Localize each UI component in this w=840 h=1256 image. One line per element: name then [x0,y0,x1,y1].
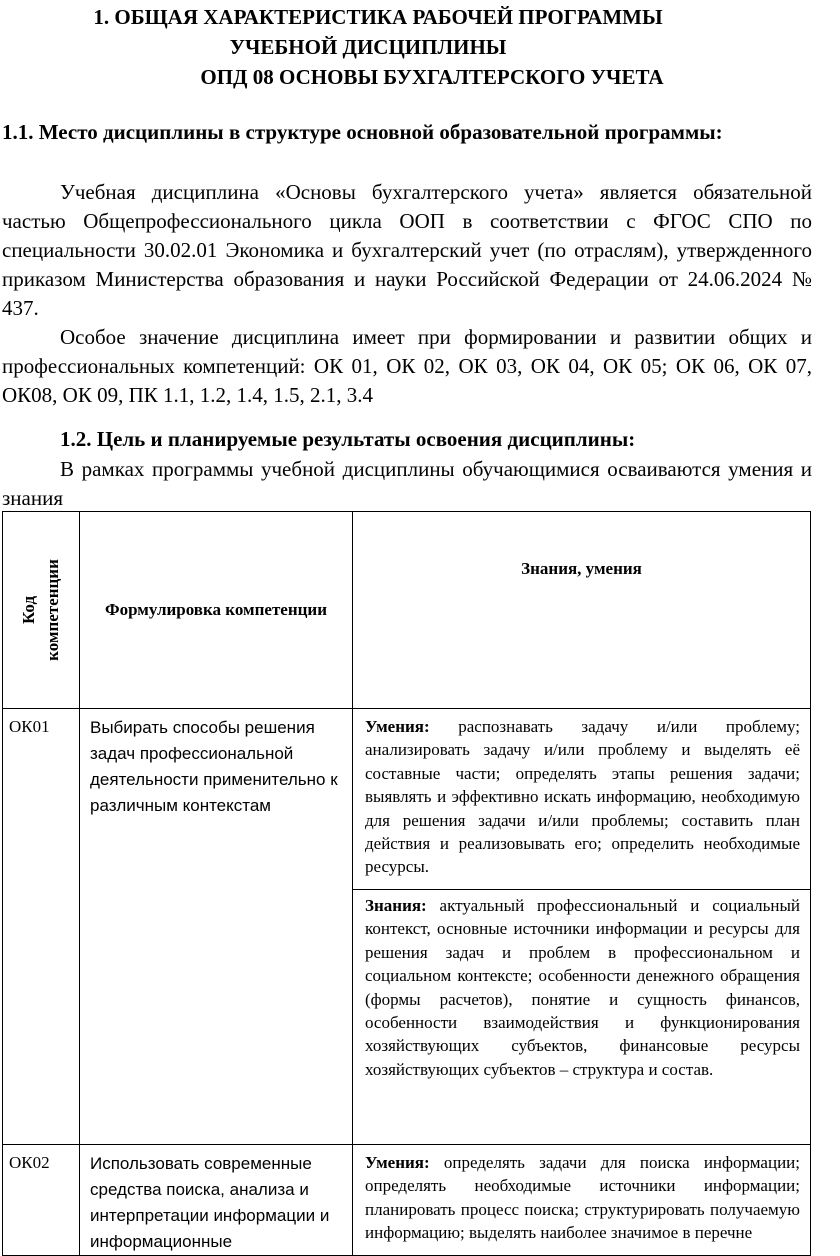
table-header-row [3,512,811,709]
header-formulation: Формулировка компетенции [80,512,353,709]
row-skills [353,709,811,890]
section-2-heading: 1.2. Цель и планируемые результаты освоения дисциплины: [60,427,636,451]
skills-label: Умения: [365,1153,430,1172]
title-line-1: 1. ОБЩАЯ ХАРАКТЕРИСТИКА РАБОЧЕЙ ПРОГРАММЫ [93,5,663,29]
title-line-2: УЧЕБНОЙ ДИСЦИПЛИНЫ [229,35,507,59]
table-row [3,709,811,890]
section-1-paragraph-2: Особое значение дисциплина имеет при формировании и развитии общих и профессиональных компетенций: ОК 01, ОК 02, ОК 03, ОК 04, ОК 05; ОК 06, ОК 07, ОК08, ОК 09, ПК 1.1, 1.2, 1.4, 1.5, 2.1, 3.4 [2,325,812,407]
row-formulation: Использовать современные средства поиска, анализа и интерпретации информации и информационные [80,1145,353,1256]
row-knowledge [353,890,811,1145]
row-code: ОК02 [3,1145,80,1256]
row-skills [353,1145,811,1256]
skills-text: распознавать задачу и/или проблему; анализировать задачу и/или проблему и выделять её составные части; определять этапы решения задачи; выявлять и эффективно искать информацию, необходимую для решения задачи и/или проблемы; составить план действия и реализовывать его; определить необходимые ресурсы. [365,717,800,877]
competencies-table [2,511,811,1256]
header-knowledge: Знания, умения [353,512,811,709]
header-code-label: Код компетенции [19,559,62,661]
header-code [3,512,80,709]
section-1-paragraph-1: Учебная дисциплина «Основы бухгалтерского учета» является обязательной частью Общепрофессионального цикла ООП в соответствии с ФГОС СПО по специальности 30.02.01 Экономика и бухгалтерский учет (по отраслям), утвержденного приказом Министерства образования и науки Российской Федерации от 24.06.2024 № 437. [2,180,812,320]
row-formulation: Выбирать способы решения задач профессиональной деятельности применительно к различным контекстам [80,709,353,1145]
section-1-heading: 1.1. Место дисциплины в структуре основной образовательной программы: [2,120,723,144]
row-code: ОК01 [3,709,80,1145]
knowledge-text: актуальный профессиональный и социальный контекст, основные источники информации и ресурсы для решения задач и проблем в профессиональном и социальном контексте; особенности денежного обращения (формы расчетов), понятие и сущность финансов, особенности взаимодействия и функционирования хозяйствующих субъектов, финансовые ресурсы хозяйствующих субъектов – структура и состав. [365,896,800,1079]
skills-label: Умения: [365,717,430,736]
title-line-3: ОПД 08 ОСНОВЫ БУХГАЛТЕРСКОГО УЧЕТА [200,65,664,89]
section-2-paragraph-1: В рамках программы учебной дисциплины обучающимися осваиваются умения и знания [2,457,812,510]
knowledge-label: Знания: [365,896,427,915]
skills-text: определять задачи для поиска информации; определять необходимые источники информации; планировать процесс поиска; структурировать получаемую информацию; выделять наиболее значимое в перечне [365,1153,800,1243]
table-row [3,1145,811,1256]
